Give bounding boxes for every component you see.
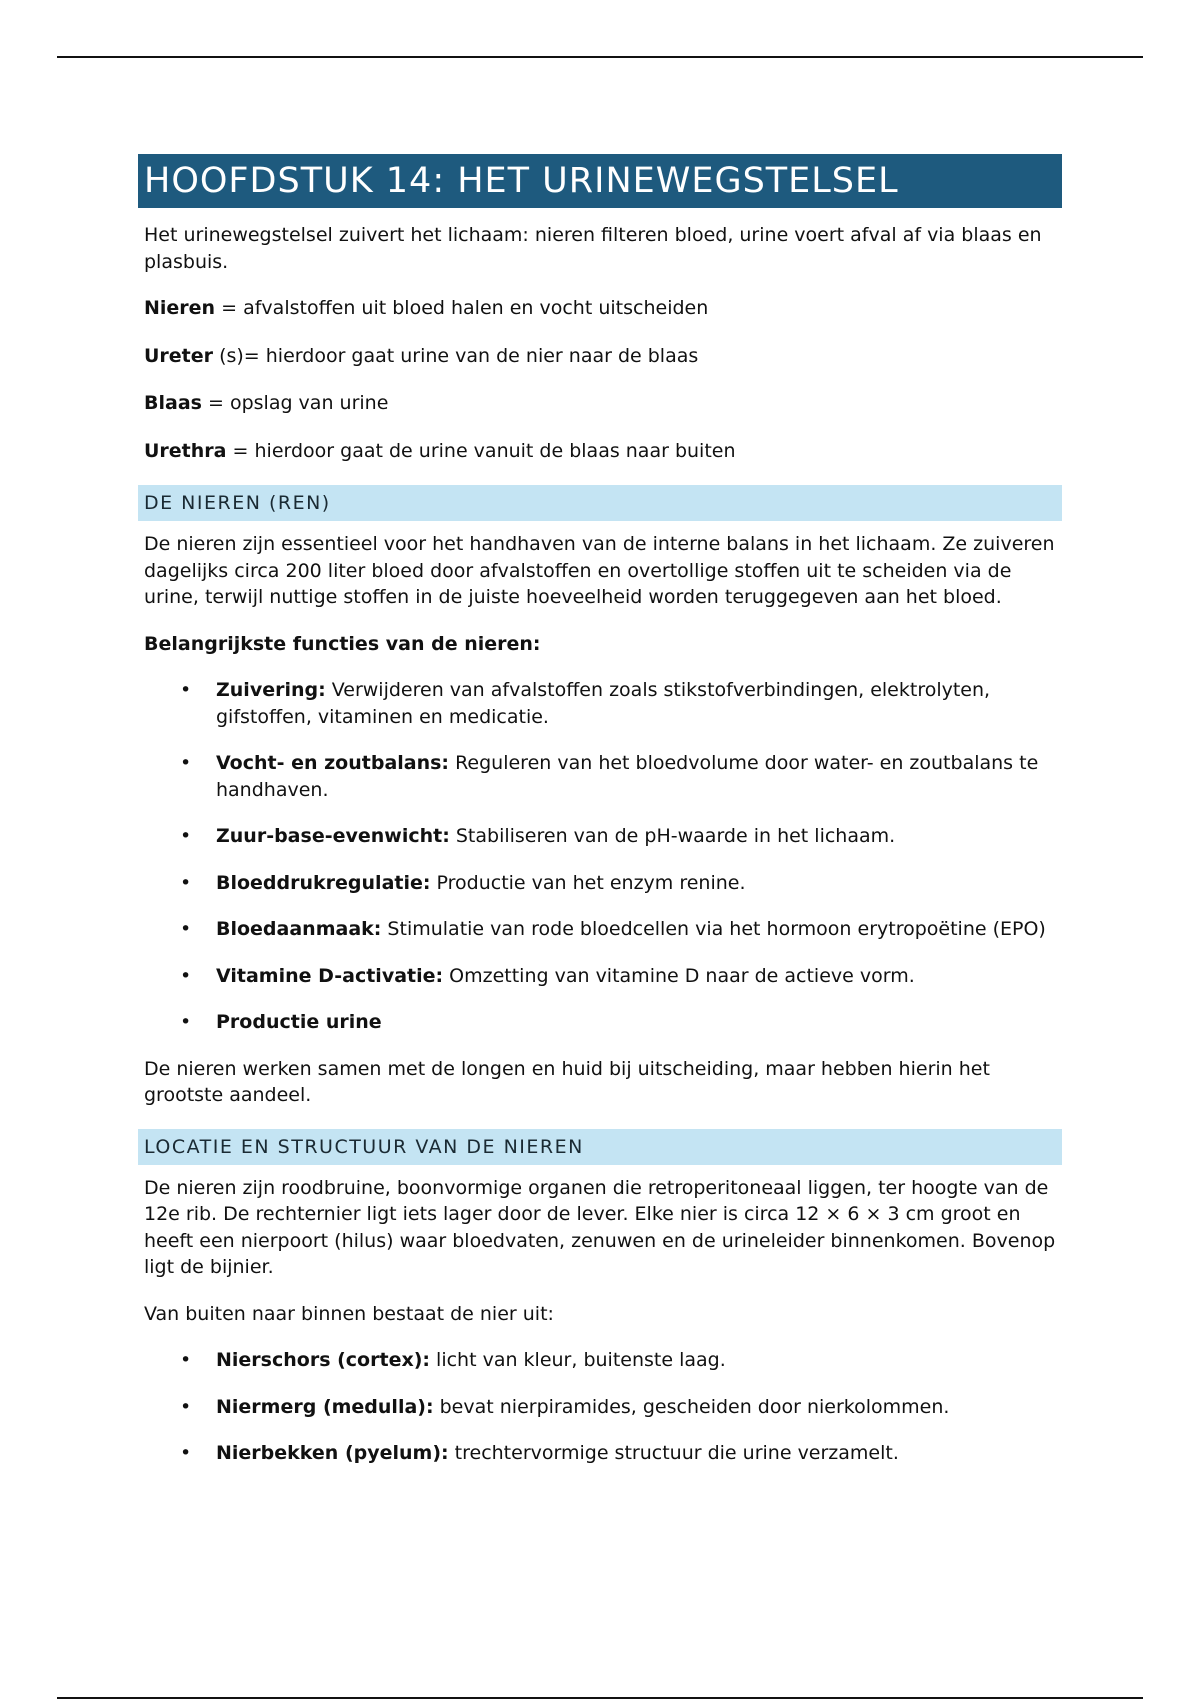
section-heading-locatie: LOCATIE EN STRUCTUUR VAN DE NIEREN xyxy=(138,1129,1062,1165)
list-item xyxy=(138,1394,1062,1421)
list-item xyxy=(138,870,1062,897)
definition-term: Blaas xyxy=(144,392,202,414)
list-item-text: licht van kleur, buitenste laag. xyxy=(430,1349,726,1371)
bullet-icon: • xyxy=(180,752,192,774)
list-item-text: Omzetting van vitamine D naar de actieve vorm. xyxy=(443,964,915,987)
list-item-text: Reguleren van het bloedvolume door water- en zoutbalans te handhaven. xyxy=(216,752,1039,801)
functions-heading-text: Belangrijkste functies van de nieren: xyxy=(144,632,541,655)
list-item xyxy=(138,1440,1062,1467)
bullet-icon: • xyxy=(180,1011,192,1033)
list-item xyxy=(138,1347,1062,1374)
list-item-term: Bloeddrukregulatie: xyxy=(216,871,431,894)
list-item-text: Productie van het enzym renine. xyxy=(430,871,746,894)
list-item-text: Verwijderen van afvalstoffen zoals stikstofverbindingen, elektrolyten, gifstoffen, vitaminen en medicatie. xyxy=(216,679,991,728)
list-item-term: Nierschors (cortex): xyxy=(216,1349,430,1371)
definition-text: afvalstoffen uit bloed halen en vocht uitscheiden xyxy=(243,297,709,319)
definition-text: hierdoor gaat de urine vanuit de blaas naar buiten xyxy=(254,439,736,462)
bullet-icon: • xyxy=(180,825,192,847)
section-heading-nieren: DE NIEREN (REN) xyxy=(138,485,1062,521)
layers-intro-paragraph: Van buiten naar binnen bestaat de nier uit: xyxy=(144,1302,554,1325)
definition-separator: (s)= xyxy=(213,344,266,367)
header-rule xyxy=(57,56,1143,58)
list-item xyxy=(138,963,1062,990)
locatie-intro-paragraph: De nieren zijn roodbruine, boonvormige organen die retroperitoneaal liggen, ter hoogte van de 12e rib. De rechternier ligt iets lager door de lever. Elke nier is circa 12 × 6 × 3 cm groot en heeft een nierpoort (hilus) waar bloedvaten, zenuwen en de urineleider binnenkomen. Bovenop ligt de bijnier. xyxy=(144,1176,1056,1278)
definition-text: hierdoor gaat urine van de nier naar de blaas xyxy=(265,344,699,367)
bullet-icon: • xyxy=(180,679,192,701)
definition-term: Urethra xyxy=(144,439,227,462)
definition-separator: = xyxy=(215,297,244,319)
list-item-term: Vitamine D-activatie: xyxy=(216,964,444,987)
list-item-text: Stabiliseren van de pH-waarde in het lichaam. xyxy=(449,825,896,847)
bullet-icon: • xyxy=(180,1349,192,1371)
bullet-icon: • xyxy=(180,964,192,987)
definition-term: Nieren xyxy=(144,297,216,319)
definition-text: opslag van urine xyxy=(229,392,389,414)
list-item-text: bevat nierpiramides, gescheiden door nierkolommen. xyxy=(433,1395,950,1418)
bullet-icon: • xyxy=(180,918,192,940)
chapter-title: HOOFDSTUK 14: HET URINEWEGSTELSEL xyxy=(138,154,1062,208)
list-item-term: Nierbekken (pyelum): xyxy=(216,1442,449,1464)
list-item xyxy=(138,916,1062,943)
list-item-term: Vocht- en zoutbalans: xyxy=(216,752,450,774)
bullet-icon: • xyxy=(180,1395,192,1418)
layers-list xyxy=(138,1347,1062,1467)
bullet-icon: • xyxy=(180,871,192,894)
list-item xyxy=(138,823,1062,850)
definition-nieren xyxy=(138,295,1062,322)
functions-heading xyxy=(138,631,1062,658)
intro-paragraph: Het urinewegstelsel zuivert het lichaam: nieren filteren bloed, urine voert afval af via blaas en plasbuis. xyxy=(144,224,1042,273)
definition-separator: = xyxy=(226,439,255,462)
definition-urethra xyxy=(138,438,1062,465)
bullet-icon: • xyxy=(180,1442,192,1464)
list-item-term: Productie urine xyxy=(216,1011,382,1033)
definition-ureter xyxy=(138,343,1062,370)
nieren-intro-paragraph: De nieren zijn essentieel voor het handhaven van de interne balans in het lichaam. Ze zuiveren dagelijks circa 200 liter bloed door afvalstoffen en overtollige stoffen uit te scheiden via de urine, terwijl nuttige stoffen in de juiste hoeveelheid worden teruggegeven aan het bloed. xyxy=(144,533,1055,608)
functions-list xyxy=(138,677,1062,1036)
list-item-term: Zuivering: xyxy=(216,679,326,701)
list-item-text: trechtervormige structuur die urine verzamelt. xyxy=(448,1442,899,1464)
list-item-term: Niermerg (medulla): xyxy=(216,1395,434,1418)
nieren-closing-paragraph: De nieren werken samen met de longen en huid bij uitscheiding, maar hebben hierin het grootste aandeel. xyxy=(144,1057,990,1106)
definition-blaas xyxy=(138,390,1062,417)
list-item-text: Stimulatie van rode bloedcellen via het hormoon erytropoëtine (EPO) xyxy=(381,918,1046,940)
list-item-term: Bloedaanmaak: xyxy=(216,918,382,940)
list-item xyxy=(138,677,1062,730)
footer-rule xyxy=(57,1697,1143,1699)
list-item xyxy=(138,750,1062,803)
definition-term: Ureter xyxy=(144,344,214,367)
document-page xyxy=(138,154,1062,1487)
list-item-term: Zuur-base-evenwicht: xyxy=(216,825,450,847)
list-item xyxy=(138,1009,1062,1036)
definition-separator: = xyxy=(201,392,230,414)
